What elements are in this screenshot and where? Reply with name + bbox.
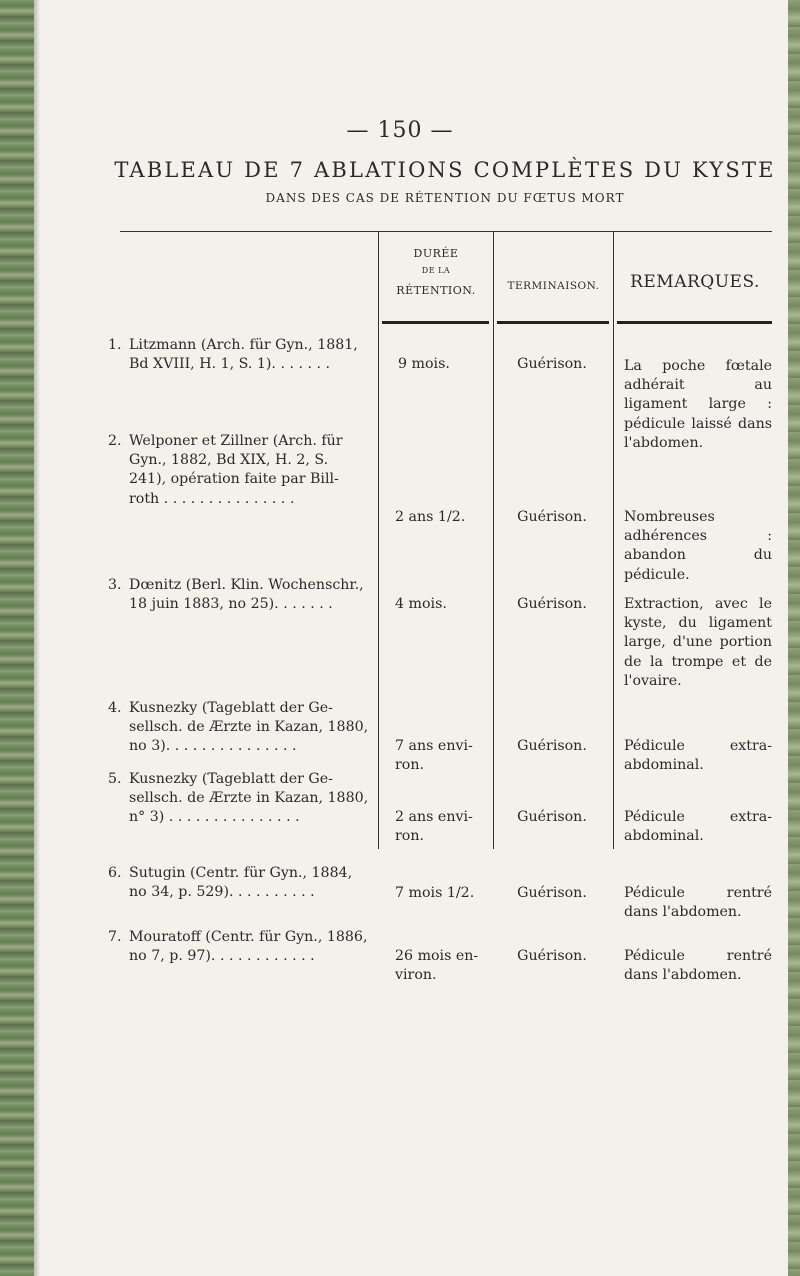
source-line: sellsch. de Ærzte in Kazan, 1880, — [129, 719, 369, 736]
source-line: Dœnitz (Berl. Klin. Wochenschr., — [129, 577, 364, 593]
row-number: 7. — [108, 929, 122, 945]
outcome-cell: Guérison. — [517, 356, 587, 372]
duration-cell: 2 ans 1/2. — [395, 509, 466, 525]
outcome-cell: Guérison. — [517, 738, 587, 754]
row-number: 2. — [108, 433, 122, 449]
duration-cell — [395, 808, 505, 846]
outcome-cell: Guérison. — [517, 509, 587, 525]
source-line: Welponer et Zillner (Arch. für — [129, 433, 343, 449]
duration-cell — [395, 737, 505, 775]
outcome-cell: Guérison. — [517, 809, 587, 825]
duration-cell: 7 mois 1/2. — [395, 885, 475, 901]
source-line: Sutugin (Centr. für Gyn., 1884, — [129, 865, 353, 881]
duration-cell: 9 mois. — [398, 356, 450, 372]
table-row — [108, 336, 374, 374]
source-line: sellsch. de Ærzte in Kazan, 1880, — [129, 790, 369, 807]
row-number: 1. — [108, 337, 122, 353]
duration-line: 2 ans envi- — [395, 809, 473, 825]
source-line: no 3). . . . . . . . . . . . . . . — [129, 738, 297, 755]
source-line: Mouratoff (Centr. für Gyn., 1886, — [129, 929, 368, 945]
remarks-cell: Pédicule rentré dans l'abdomen. — [624, 948, 772, 984]
duration-line: 26 mois en- — [395, 948, 479, 964]
source-line: 241), opération faite par Bill- — [129, 471, 339, 488]
page-number: — 150 — — [346, 118, 454, 143]
header-duree-line3: RÉTENTION. — [396, 284, 476, 297]
row-number: 5. — [108, 771, 122, 787]
outcome-cell: Guérison. — [517, 885, 587, 901]
header-rule — [617, 321, 772, 324]
header-duree-line1: DURÉE — [413, 247, 459, 260]
duration-line: ron. — [395, 757, 424, 774]
remarks-cell: Nombreuses adhérences : abandon du pédicule. — [624, 509, 772, 583]
header-rule — [382, 321, 489, 324]
header-terminaison: TERMINAISON. — [507, 280, 600, 292]
outcome-cell: Guérison. — [517, 948, 587, 964]
header-remarques: REMARQUES. — [630, 272, 760, 292]
column-divider — [613, 231, 614, 849]
table-subtitle: DANS DES CAS DE RÉTENTION DU FŒTUS MORT — [265, 191, 625, 205]
table-row — [108, 770, 374, 828]
duration-cell: 4 mois. — [395, 596, 447, 612]
table-top-rule — [120, 231, 772, 232]
table-row — [108, 928, 374, 966]
outcome-cell: Guérison. — [517, 596, 587, 612]
remarks-cell: Pédicule extra-abdominal. — [624, 738, 772, 774]
row-number: 6. — [108, 865, 122, 881]
book-gutter-edge — [0, 0, 34, 1276]
table-row — [108, 576, 374, 614]
source-line: 18 juin 1883, no 25). . . . . . . — [129, 596, 333, 613]
table-title: TABLEAU DE 7 ABLATIONS COMPLÈTES DU KYSTE — [114, 158, 776, 182]
source-line: no 7, p. 97). . . . . . . . . . . . — [129, 948, 315, 965]
duration-cell — [395, 947, 505, 985]
source-line: Litzmann (Arch. für Gyn., 1881, — [129, 337, 358, 353]
duration-line: 7 ans envi- — [395, 738, 473, 754]
source-line: roth . . . . . . . . . . . . . . . — [129, 490, 295, 507]
column-divider — [378, 231, 379, 849]
remarks-cell: Extraction, avec le kyste, du ligament large, d'une portion de la trompe et de l'ovaire. — [624, 596, 772, 689]
source-line: no 34, p. 529). . . . . . . . . . — [129, 884, 315, 901]
source-line: Gyn., 1882, Bd XIX, H. 2, S. — [129, 452, 329, 469]
source-line: Kusnezky (Tageblatt der Ge- — [129, 771, 333, 787]
remarks-cell: Pédicule extra-abdominal. — [624, 809, 772, 845]
duration-line: viron. — [395, 967, 437, 984]
table-row — [108, 699, 374, 757]
header-rule — [497, 321, 609, 324]
remarks-cell: Pédicule rentré dans l'abdomen. — [624, 885, 772, 921]
table-row — [108, 432, 374, 509]
source-line: Bd XVIII, H. 1, S. 1). . . . . . . — [129, 356, 331, 373]
source-line: n° 3) . . . . . . . . . . . . . . . — [129, 809, 300, 826]
remarks-cell: La poche fœtale adhérait au ligament large : pédicule laissé dans l'abdomen. — [624, 358, 772, 451]
header-duree-line2: DE LA — [421, 266, 451, 275]
duration-line: ron. — [395, 828, 424, 845]
table-row — [108, 864, 374, 902]
source-line: Kusnezky (Tageblatt der Ge- — [129, 700, 333, 716]
row-number: 3. — [108, 577, 122, 593]
row-number: 4. — [108, 700, 122, 716]
